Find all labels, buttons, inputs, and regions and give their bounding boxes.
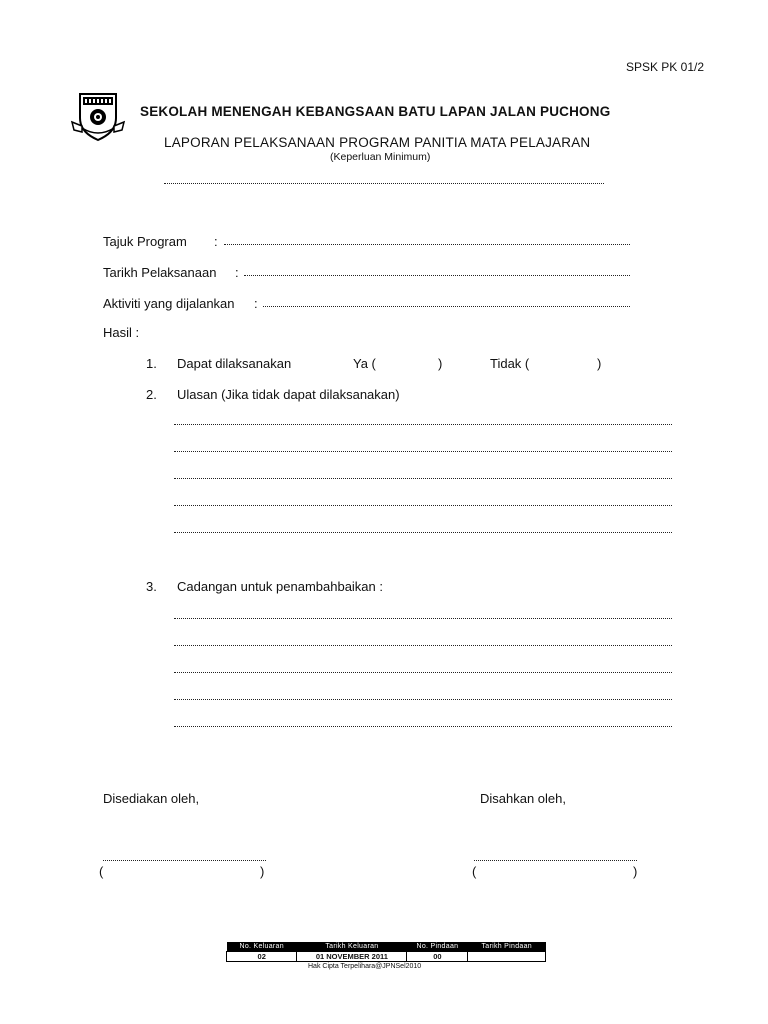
- document-code: SPSK PK 01/2: [625, 60, 704, 74]
- comment-line[interactable]: [174, 424, 672, 425]
- no-option[interactable]: Tidak (: [490, 356, 530, 371]
- amendment-date-header: Tarikh Pindaan: [468, 942, 546, 952]
- school-name: SEKOLAH MENENGAH KEBANGSAAN BATU LAPAN JALAN PUCHONG: [140, 104, 611, 119]
- approved-by-label: Disahkan oleh,: [480, 791, 566, 806]
- activity-colon: :: [254, 296, 258, 311]
- suggestion-line[interactable]: [174, 618, 672, 619]
- amendment-number-value: 00: [407, 952, 468, 962]
- item1-number: 1.: [146, 356, 157, 371]
- activity-label: Aktiviti yang dijalankan: [103, 296, 235, 311]
- comment-line[interactable]: [174, 451, 672, 452]
- comment-line[interactable]: [174, 478, 672, 479]
- report-subtitle: (Keperluan Minimum): [330, 151, 431, 163]
- activity-input-line[interactable]: [263, 306, 630, 307]
- comment-line[interactable]: [174, 532, 672, 533]
- date-label: Tarikh Pelaksanaan: [103, 265, 217, 280]
- program-colon: :: [214, 234, 218, 249]
- program-label: Tajuk Program: [103, 234, 187, 249]
- report-title: LAPORAN PELAKSANAAN PROGRAM PANITIA MATA PELAJARAN: [164, 135, 591, 150]
- yes-close-paren: ): [438, 356, 443, 371]
- no-close-paren: ): [597, 356, 602, 371]
- prepared-name-open-paren: (: [99, 864, 104, 879]
- document-control-table: [226, 942, 546, 962]
- item2-number: 2.: [146, 387, 157, 402]
- result-label: Hasil :: [103, 325, 140, 340]
- suggestion-line[interactable]: [174, 645, 672, 646]
- control-header-row: [227, 942, 546, 952]
- suggestion-line[interactable]: [174, 699, 672, 700]
- item3-number: 3.: [146, 579, 157, 594]
- issue-number-header: No. Keluaran: [227, 942, 297, 952]
- school-crest-icon: [70, 88, 126, 144]
- approved-signature-line[interactable]: [474, 860, 637, 861]
- suggestion-line[interactable]: [174, 726, 672, 727]
- issue-date-header: Tarikh Keluaran: [297, 942, 407, 952]
- issue-date-value: 01 NOVEMBER 2011: [297, 952, 407, 962]
- item2-text: Ulasan (Jika tidak dapat dilaksanakan): [177, 387, 400, 402]
- item1-text: Dapat dilaksanakan: [177, 356, 292, 371]
- copyright-notice: Hak Cipta Terpelihara@JPNSel2010: [308, 963, 422, 970]
- comment-line[interactable]: [174, 505, 672, 506]
- prepared-by-label: Disediakan oleh,: [103, 791, 200, 806]
- control-value-row: [227, 952, 546, 962]
- date-colon: :: [235, 265, 239, 280]
- program-input-line[interactable]: [224, 244, 630, 245]
- prepared-signature-line[interactable]: [103, 860, 266, 861]
- amendment-date-value: [468, 952, 546, 962]
- item3-text: Cadangan untuk penambahbaikan :: [177, 579, 383, 594]
- yes-option[interactable]: Ya (: [353, 356, 376, 371]
- approved-name-open-paren: (: [472, 864, 477, 879]
- amendment-number-header: No. Pindaan: [407, 942, 468, 952]
- prepared-name-close-paren: ): [260, 864, 265, 879]
- date-input-line[interactable]: [244, 275, 630, 276]
- issue-number-value: 02: [227, 952, 297, 962]
- approved-name-close-paren: ): [633, 864, 638, 879]
- suggestion-line[interactable]: [174, 672, 672, 673]
- title-dotted-line[interactable]: [164, 183, 604, 184]
